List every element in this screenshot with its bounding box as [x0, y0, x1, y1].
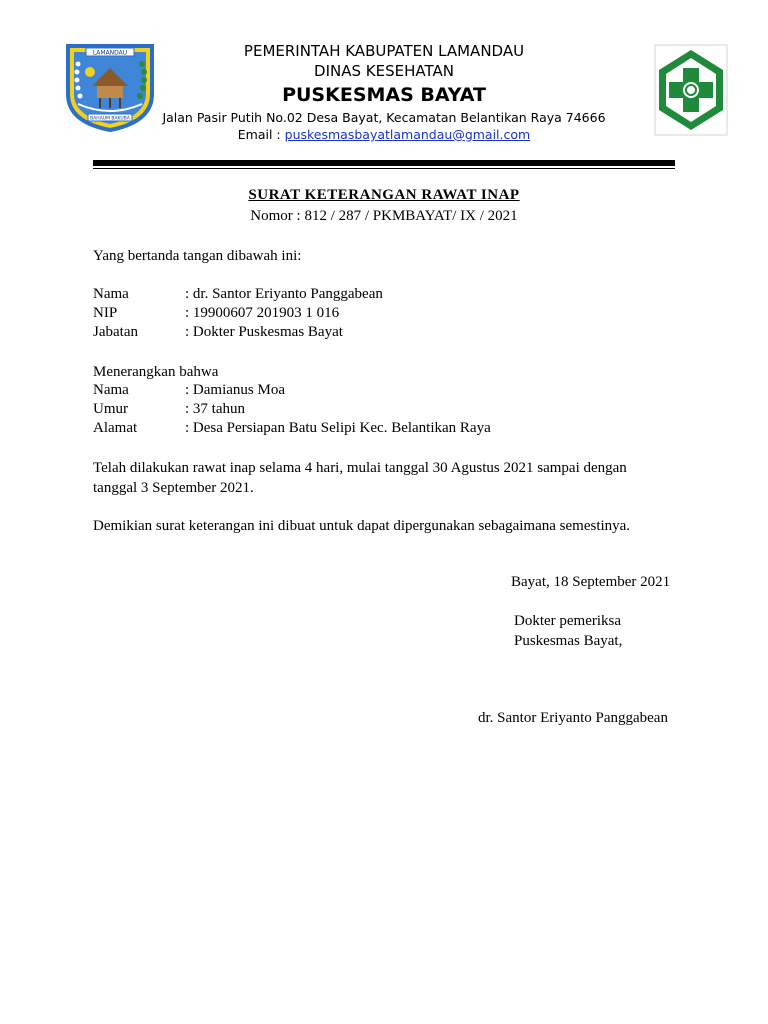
statement-line-1: Telah dilakukan rawat inap selama 4 hari, mulai tanggal 30 Agustus 2021 sampai dengan	[93, 460, 627, 476]
place-date: Bayat, 18 September 2021	[511, 574, 671, 590]
statement-line-2: tanggal 3 September 2021.	[93, 480, 254, 496]
patient-address-label: Alamat	[93, 420, 138, 436]
closing-line: Demikian surat keterangan ini dibuat untuk dapat dipergunakan sebagaimana semestinya.	[93, 518, 631, 534]
patient-age-label: Umur	[93, 401, 128, 417]
signer-name-value: : dr. Santor Eriyanto Panggabean	[185, 286, 383, 302]
declares-line: Menerangkan bahwa	[93, 364, 219, 380]
patient-name-label: Nama	[93, 382, 129, 398]
letterhead-divider-thin	[93, 168, 675, 169]
signer-name-label: Nama	[93, 286, 129, 302]
government-name: PEMERINTAH KABUPATEN LAMANDAU	[243, 42, 525, 60]
signer-position-label: Jabatan	[93, 324, 138, 340]
signer-position-value: : Dokter Puskesmas Bayat	[185, 324, 343, 340]
email-line	[0, 127, 768, 142]
patient-age-value: : 37 tahun	[185, 401, 245, 417]
emblem-bottom-text: BAHAUM BAKUBA	[90, 116, 130, 122]
institution-name: PUSKESMAS BAYAT	[282, 84, 486, 106]
patient-address-value: : Desa Persiapan Batu Selipi Kec. Belantikan Raya	[185, 420, 491, 436]
emblem-top-text: LAMANDAU	[92, 49, 128, 57]
signer-nip-value: : 19900607 201903 1 016	[185, 305, 340, 321]
patient-name-value: : Damianus Moa	[185, 382, 285, 398]
sign-role-line-1: Dokter pemeriksa	[514, 613, 622, 629]
signatory-name: dr. Santor Eriyanto Panggabean	[478, 710, 668, 726]
letterhead-divider-thick	[93, 160, 675, 166]
signer-nip-label: NIP	[93, 305, 118, 321]
sign-role-line-2: Puskesmas Bayat,	[514, 633, 623, 649]
letter-title: SURAT KETERANGAN RAWAT INAP	[248, 187, 520, 203]
opening-line: Yang bertanda tangan dibawah ini:	[93, 248, 302, 264]
letter-number: Nomor : 812 / 287 / PKMBAYAT/ IX / 2021	[250, 208, 518, 224]
department-name: DINAS KESEHATAN	[314, 62, 454, 80]
institution-address: Jalan Pasir Putih No.02 Desa Bayat, Kecamatan Belantikan Raya 74666	[162, 110, 606, 125]
email-label: Email :	[237, 127, 281, 142]
email-link[interactable]: puskesmasbayatlamandau@gmail.com	[284, 127, 531, 142]
